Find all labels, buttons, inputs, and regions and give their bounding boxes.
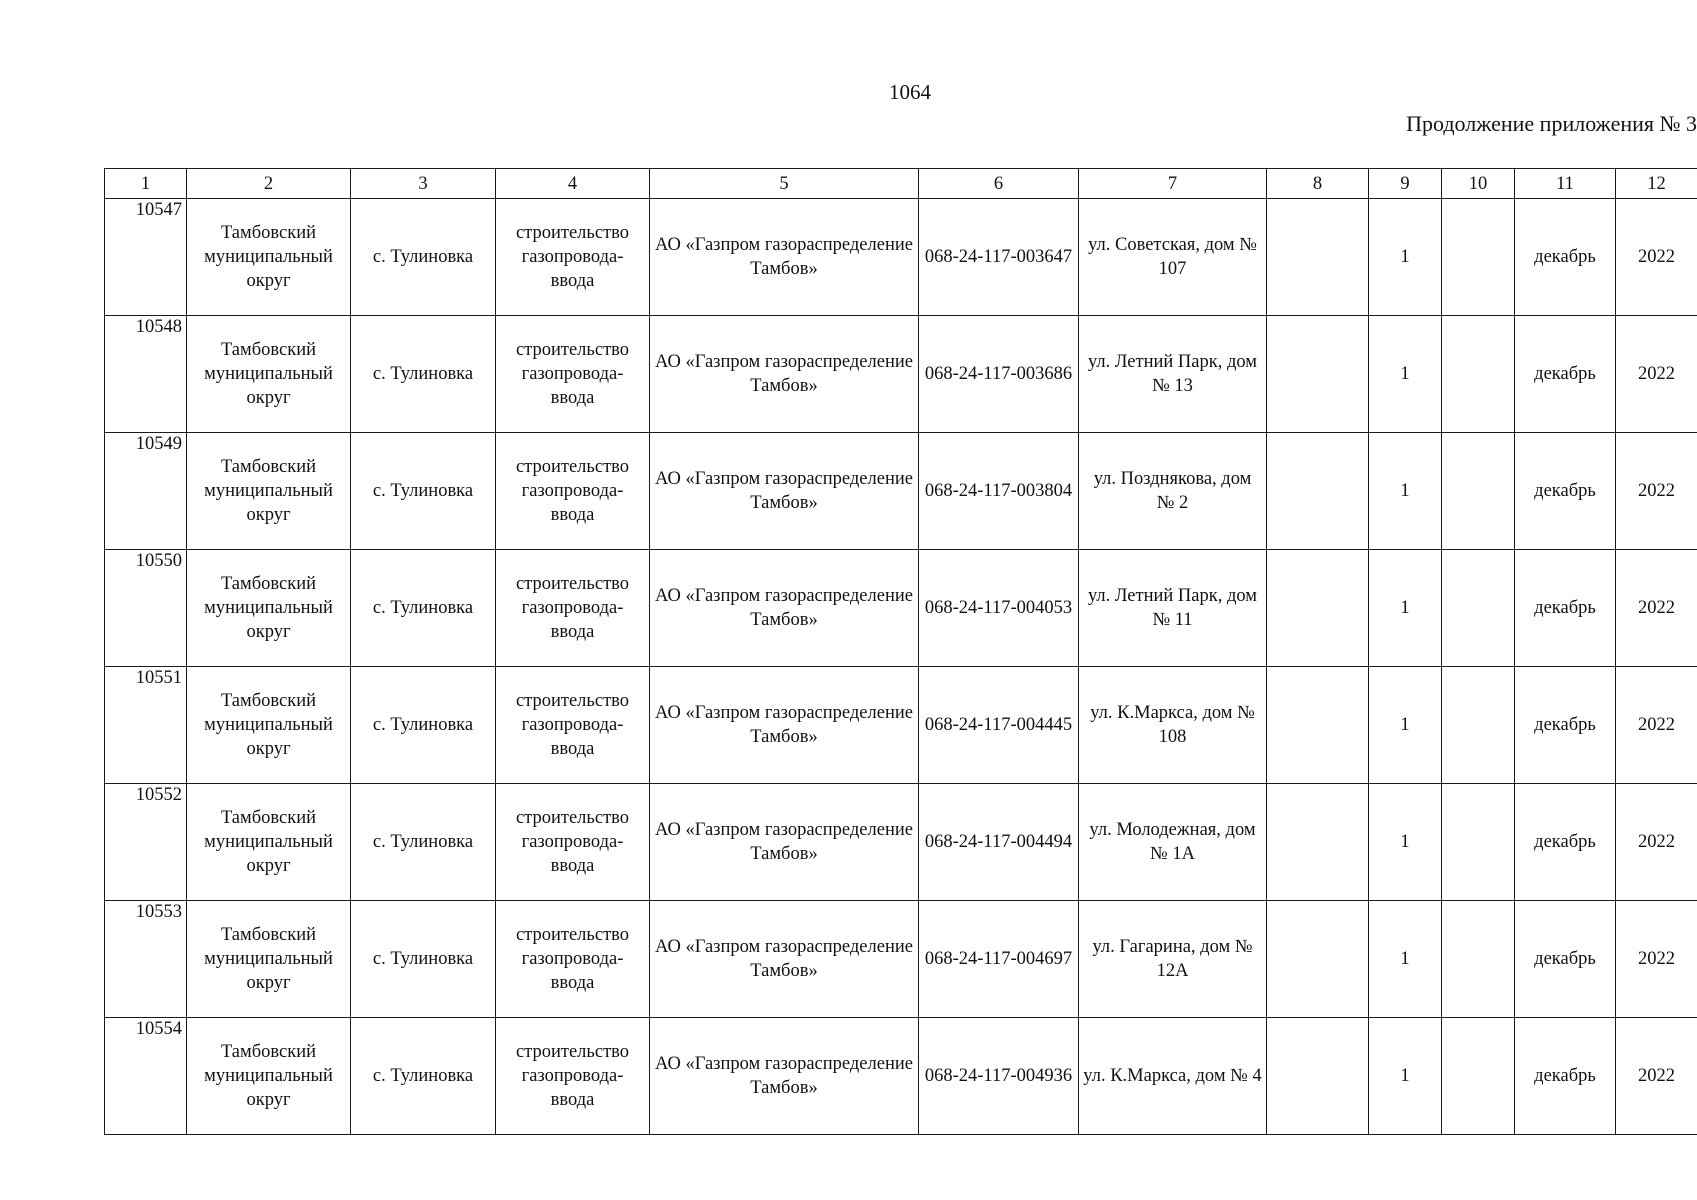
- district-cell: Тамбовский муниципальный округ: [187, 784, 351, 901]
- row-number: 10548: [105, 316, 187, 433]
- address-cell: ул. К.Маркса, дом № 4: [1079, 1018, 1267, 1135]
- settlement-cell: с. Тулиновка: [351, 199, 496, 316]
- row-number: 10550: [105, 550, 187, 667]
- column-10-cell: [1442, 667, 1515, 784]
- column-10-cell: [1442, 433, 1515, 550]
- table-row: [105, 784, 1697, 901]
- object-code-cell: 068-24-117-004697: [919, 901, 1079, 1018]
- work-type-cell: строительство газопровода-ввода: [496, 550, 650, 667]
- month-cell: декабрь: [1515, 199, 1616, 316]
- quantity-cell: 1: [1369, 316, 1442, 433]
- column-header-9: 9: [1369, 169, 1442, 199]
- quantity-cell: 1: [1369, 433, 1442, 550]
- object-code-cell: 068-24-117-004053: [919, 550, 1079, 667]
- settlement-cell: с. Тулиновка: [351, 550, 496, 667]
- district-cell: Тамбовский муниципальный округ: [187, 316, 351, 433]
- settlement-cell: с. Тулиновка: [351, 433, 496, 550]
- page-number: 1064: [889, 80, 931, 104]
- column-header-12: 12: [1616, 169, 1697, 199]
- column-header-7: 7: [1079, 169, 1267, 199]
- continuation-title: Продолжение приложения № 3: [1406, 111, 1697, 136]
- table-body: [105, 199, 1697, 1135]
- row-number: 10551: [105, 667, 187, 784]
- column-8-cell: [1267, 667, 1369, 784]
- column-number-row: [105, 169, 1697, 199]
- column-10-cell: [1442, 316, 1515, 433]
- object-code-cell: 068-24-117-004936: [919, 1018, 1079, 1135]
- district-cell: Тамбовский муниципальный округ: [187, 199, 351, 316]
- row-number: 10553: [105, 901, 187, 1018]
- column-10-cell: [1442, 1018, 1515, 1135]
- work-type-cell: строительство газопровода-ввода: [496, 901, 650, 1018]
- settlement-cell: с. Тулиновка: [351, 901, 496, 1018]
- month-cell: декабрь: [1515, 667, 1616, 784]
- column-header-3: 3: [351, 169, 496, 199]
- object-code-cell: 068-24-117-003804: [919, 433, 1079, 550]
- table-row: [105, 1018, 1697, 1135]
- address-cell: ул. Гагарина, дом № 12А: [1079, 901, 1267, 1018]
- district-cell: Тамбовский муниципальный округ: [187, 1018, 351, 1135]
- object-code-cell: 068-24-117-003686: [919, 316, 1079, 433]
- quantity-cell: 1: [1369, 1018, 1442, 1135]
- table-row: [105, 199, 1697, 316]
- work-type-cell: строительство газопровода-ввода: [496, 1018, 650, 1135]
- work-type-cell: строительство газопровода-ввода: [496, 199, 650, 316]
- work-type-cell: строительство газопровода-ввода: [496, 667, 650, 784]
- column-header-5: 5: [650, 169, 919, 199]
- column-10-cell: [1442, 784, 1515, 901]
- settlement-cell: с. Тулиновка: [351, 316, 496, 433]
- organization-cell: АО «Газпром газораспределение Тамбов»: [650, 199, 919, 316]
- month-cell: декабрь: [1515, 433, 1616, 550]
- organization-cell: АО «Газпром газораспределение Тамбов»: [650, 433, 919, 550]
- district-cell: Тамбовский муниципальный округ: [187, 550, 351, 667]
- work-type-cell: строительство газопровода-ввода: [496, 433, 650, 550]
- quantity-cell: 1: [1369, 667, 1442, 784]
- organization-cell: АО «Газпром газораспределение Тамбов»: [650, 550, 919, 667]
- address-cell: ул. Советская, дом № 107: [1079, 199, 1267, 316]
- organization-cell: АО «Газпром газораспределение Тамбов»: [650, 1018, 919, 1135]
- column-header-1: 1: [105, 169, 187, 199]
- table-row: [105, 550, 1697, 667]
- address-cell: ул. К.Маркса, дом № 108: [1079, 667, 1267, 784]
- object-code-cell: 068-24-117-003647: [919, 199, 1079, 316]
- work-type-cell: строительство газопровода-ввода: [496, 784, 650, 901]
- year-cell: 2022: [1616, 316, 1697, 433]
- year-cell: 2022: [1616, 784, 1697, 901]
- column-8-cell: [1267, 316, 1369, 433]
- year-cell: 2022: [1616, 1018, 1697, 1135]
- organization-cell: АО «Газпром газораспределение Тамбов»: [650, 316, 919, 433]
- column-8-cell: [1267, 901, 1369, 1018]
- year-cell: 2022: [1616, 901, 1697, 1018]
- table-row: [105, 667, 1697, 784]
- column-8-cell: [1267, 199, 1369, 316]
- column-header-10: 10: [1442, 169, 1515, 199]
- column-8-cell: [1267, 1018, 1369, 1135]
- row-number: 10554: [105, 1018, 187, 1135]
- address-cell: ул. Летний Парк, дом № 13: [1079, 316, 1267, 433]
- column-8-cell: [1267, 550, 1369, 667]
- month-cell: декабрь: [1515, 550, 1616, 667]
- column-header-4: 4: [496, 169, 650, 199]
- district-cell: Тамбовский муниципальный округ: [187, 901, 351, 1018]
- quantity-cell: 1: [1369, 901, 1442, 1018]
- row-number: 10549: [105, 433, 187, 550]
- register-table: [104, 168, 1697, 1135]
- column-8-cell: [1267, 433, 1369, 550]
- row-number: 10552: [105, 784, 187, 901]
- quantity-cell: 1: [1369, 550, 1442, 667]
- month-cell: декабрь: [1515, 316, 1616, 433]
- month-cell: декабрь: [1515, 784, 1616, 901]
- column-10-cell: [1442, 901, 1515, 1018]
- column-header-11: 11: [1515, 169, 1616, 199]
- month-cell: декабрь: [1515, 1018, 1616, 1135]
- object-code-cell: 068-24-117-004494: [919, 784, 1079, 901]
- column-10-cell: [1442, 550, 1515, 667]
- year-cell: 2022: [1616, 550, 1697, 667]
- quantity-cell: 1: [1369, 199, 1442, 316]
- address-cell: ул. Молодежная, дом № 1А: [1079, 784, 1267, 901]
- work-type-cell: строительство газопровода-ввода: [496, 316, 650, 433]
- district-cell: Тамбовский муниципальный округ: [187, 433, 351, 550]
- year-cell: 2022: [1616, 667, 1697, 784]
- settlement-cell: с. Тулиновка: [351, 1018, 496, 1135]
- organization-cell: АО «Газпром газораспределение Тамбов»: [650, 667, 919, 784]
- column-header-2: 2: [187, 169, 351, 199]
- column-header-8: 8: [1267, 169, 1369, 199]
- column-header-6: 6: [919, 169, 1079, 199]
- address-cell: ул. Летний Парк, дом № 11: [1079, 550, 1267, 667]
- district-cell: Тамбовский муниципальный округ: [187, 667, 351, 784]
- table-row: [105, 901, 1697, 1018]
- column-8-cell: [1267, 784, 1369, 901]
- settlement-cell: с. Тулиновка: [351, 667, 496, 784]
- settlement-cell: с. Тулиновка: [351, 784, 496, 901]
- year-cell: 2022: [1616, 433, 1697, 550]
- object-code-cell: 068-24-117-004445: [919, 667, 1079, 784]
- quantity-cell: 1: [1369, 784, 1442, 901]
- table-row: [105, 433, 1697, 550]
- year-cell: 2022: [1616, 199, 1697, 316]
- organization-cell: АО «Газпром газораспределение Тамбов»: [650, 784, 919, 901]
- column-10-cell: [1442, 199, 1515, 316]
- address-cell: ул. Позднякова, дом № 2: [1079, 433, 1267, 550]
- table-row: [105, 316, 1697, 433]
- row-number: 10547: [105, 199, 187, 316]
- organization-cell: АО «Газпром газораспределение Тамбов»: [650, 901, 919, 1018]
- month-cell: декабрь: [1515, 901, 1616, 1018]
